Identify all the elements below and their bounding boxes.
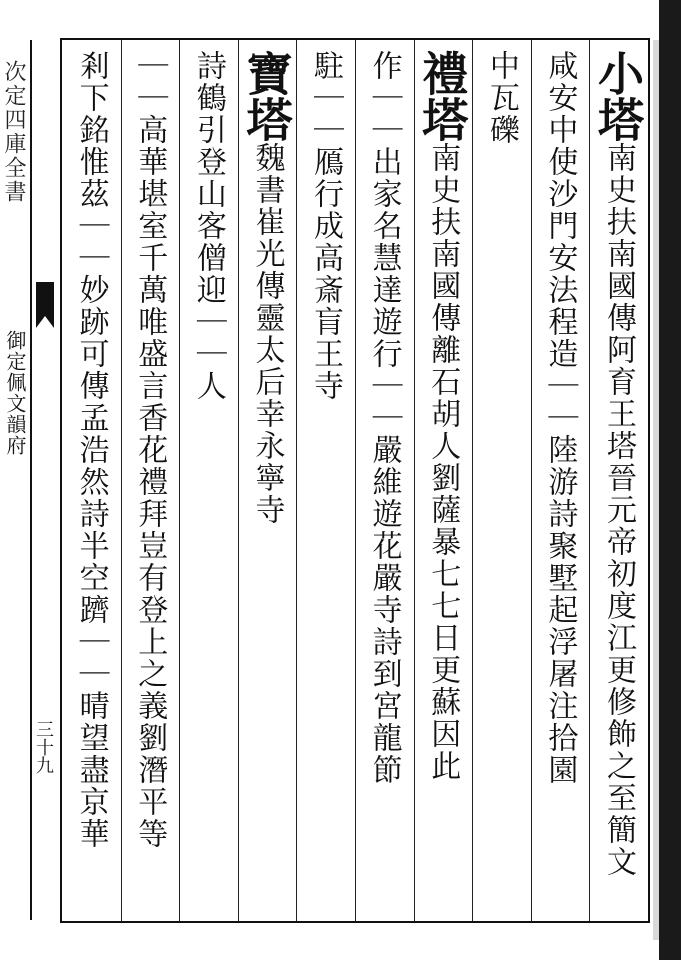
left-margin (0, 0, 60, 960)
column-text: 魏書崔光傳靈太后幸永寧寺 (249, 142, 285, 526)
text-column (531, 40, 590, 921)
column-text: ｜｜高華堪室千萬唯盛言香花禮拜豈有登上之義劉潛平等 (132, 50, 168, 850)
column-text: 作｜｜出家名慧達遊行｜｜嚴維遊花嚴寺詩到宮龍節 (366, 50, 402, 786)
column-text: 駐｜｜鴈行成高斎肓王寺 (308, 50, 344, 402)
column-text: 詩鶴引登山客僧迎｜｜人 (190, 50, 226, 402)
text-column (589, 40, 648, 921)
margin-rule (30, 40, 32, 920)
text-column (355, 40, 414, 921)
text-column (296, 40, 355, 921)
scan-edge (659, 0, 681, 960)
adjacent-page-fragment: 次定四庫全書 (1, 60, 26, 204)
column-text: 剎下銘惟茲｜｜妙跡可傳孟浩然詩半空躋｜｜晴望盡京華 (73, 50, 109, 850)
text-column (238, 40, 297, 921)
entry-heading: 小塔 (591, 50, 645, 142)
text-column (62, 40, 121, 921)
column-text: 南史扶南國傳阿育王塔晉元帝初度江更修飾之至簡文 (601, 142, 636, 878)
column-text: 中瓦礫 (483, 50, 519, 146)
scan-edge-inner (653, 40, 659, 940)
book-title-label: 御定佩文韻府 (3, 330, 27, 456)
page-number: 三十九 (33, 720, 54, 774)
text-column (121, 40, 180, 921)
text-column (472, 40, 531, 921)
text-column (179, 40, 238, 921)
entry-heading: 寶塔 (239, 50, 294, 142)
text-column (414, 40, 473, 921)
column-text: 南史扶南國傳離石胡人劉薩暴七七日更蘇因此 (425, 142, 461, 782)
text-frame (60, 38, 650, 923)
entry-heading: 禮塔 (415, 50, 470, 142)
fish-tail-mark (34, 280, 56, 330)
column-text: 咸安中使沙門安法程造｜｜陸游詩聚墅起浮屠注拾園 (542, 50, 578, 786)
